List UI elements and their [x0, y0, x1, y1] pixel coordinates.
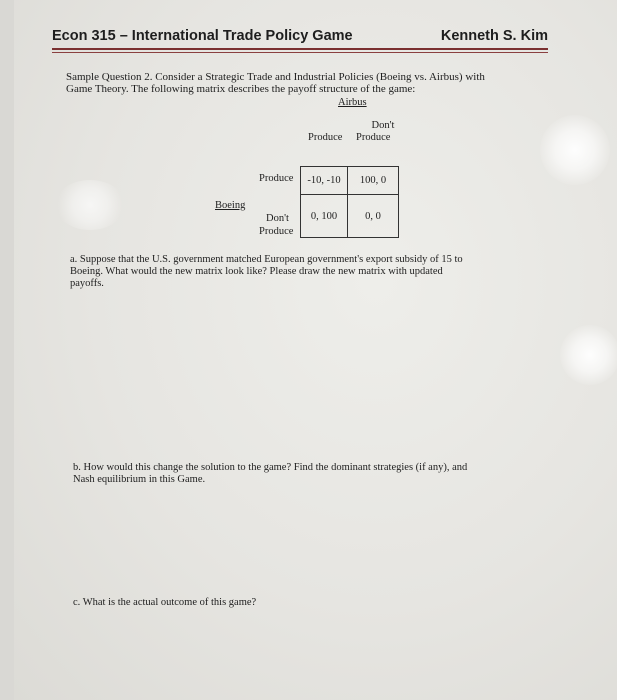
question-b-line-1: b. How would this change the solution to the game? Find the dominant strategies (if any), and [73, 462, 468, 473]
light-glare [55, 180, 125, 230]
header-rule [52, 48, 548, 50]
header-rule-thin [52, 52, 548, 53]
light-glare [560, 325, 617, 385]
payoff-cell: 0, 0 [348, 195, 399, 238]
payoff-cell: 100, 0 [348, 167, 399, 195]
payoff-cell: 0, 100 [301, 195, 348, 238]
light-glare [540, 115, 610, 185]
col-header-dont-line2: Produce [356, 132, 391, 143]
row-player-label: Boeing [215, 200, 246, 211]
col-header-dont-line1: Don't [371, 120, 395, 131]
matrix-row [301, 195, 399, 238]
matrix-row [301, 167, 399, 195]
col-header-produce: Produce [308, 132, 343, 143]
intro-line-1: Sample Question 2. Consider a Strategic Trade and Industrial Policies (Boeing vs. Airbus) with [66, 71, 485, 83]
payoff-cell: -10, -10 [301, 167, 348, 195]
row-header-dont-line1: Don't [266, 213, 289, 224]
question-b-line-2: Nash equilibrium in this Game. [73, 474, 206, 485]
row-header-produce: Produce [259, 173, 294, 184]
row-header-dont-line2: Produce [259, 226, 294, 237]
question-a-line-2: Boeing. What would the new matrix look like? Please draw the new matrix with updated [70, 266, 443, 277]
column-player-label: Airbus [338, 97, 367, 108]
question-a-line-1: a. Suppose that the U.S. government matched European government's export subsidy of 15 to [70, 254, 463, 265]
question-c-line-1: c. What is the actual outcome of this game? [73, 597, 257, 608]
author-name: Kenneth S. Kim [440, 28, 548, 44]
intro-line-2: Game Theory. The following matrix describes the payoff structure of the game: [66, 83, 416, 95]
document-page [14, 0, 617, 700]
payoff-matrix [300, 166, 399, 238]
question-a-line-3: payoffs. [70, 278, 104, 289]
course-title: Econ 315 – International Trade Policy Game [52, 28, 353, 44]
document-header [52, 28, 548, 50]
